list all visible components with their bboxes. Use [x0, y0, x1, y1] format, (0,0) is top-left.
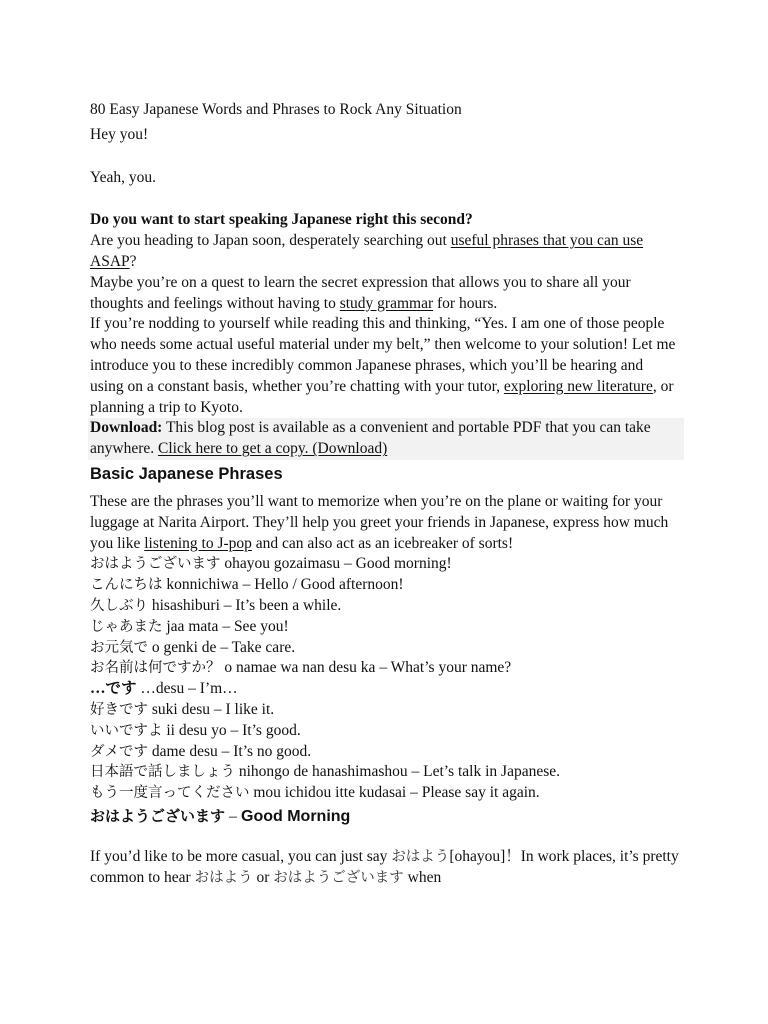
phrase-japanese: こんにちは — [90, 577, 163, 594]
paragraph-3-text-b: , or planning a trip to Kyoto. — [90, 377, 674, 416]
phrase-japanese: おはようございます — [90, 556, 221, 573]
good-morning-text-c: or — [252, 868, 274, 886]
download-label: Download: — [90, 419, 163, 437]
phrase-translation: hisashiburi – It’s been a while. — [148, 596, 342, 614]
section-heading-basic-phrases: Basic Japanese Phrases — [90, 464, 283, 483]
section-intro-text-a: These are the phrases you’ll want to memorize when you’re on the plane or waiting for your luggage at Narita Airport. They’ll help you greet your friends in Japanese, express how much you like — [90, 492, 669, 552]
phrase-japanese: お元気で — [90, 639, 148, 656]
list-item — [90, 658, 680, 679]
paragraph-2-text-b: for hours. — [433, 294, 498, 312]
paragraph-3 — [90, 314, 680, 418]
phrase-japanese: じゃあまた — [90, 618, 163, 635]
paragraph-1-text-b: ? — [129, 252, 137, 270]
heading-english: Good Morning — [241, 807, 351, 825]
download-callout — [88, 418, 684, 460]
spacer — [90, 146, 680, 168]
phrase-translation: jaa mata – See you! — [162, 617, 289, 635]
list-item — [90, 721, 680, 742]
phrase-translation: o genki de – Take care. — [148, 638, 296, 656]
document-title: 80 Easy Japanese Words and Phrases to Rock Any Situation — [90, 101, 462, 118]
good-morning-jp-1: おはよう — [391, 848, 450, 865]
list-item — [90, 762, 680, 783]
good-morning-text-a: If you’d like to be more casual, you can just say — [90, 847, 392, 865]
greeting: Hey you! — [90, 125, 149, 143]
paragraph-2-text-a: Maybe you’re on a quest to learn the secret expression that allows you to share all your thoughts and feelings without having to — [90, 273, 631, 312]
good-morning-text-b: [ohayou]！In work places, it’s pretty common to hear — [90, 847, 679, 886]
study-grammar-link[interactable]: study grammar — [339, 294, 434, 312]
phrase-translation: o namae wa nan desu ka – What’s your name? — [220, 659, 512, 677]
paragraph-1 — [90, 231, 680, 273]
list-item — [90, 596, 680, 617]
phrase-translation: dame desu – It’s no good. — [148, 742, 312, 760]
spacer — [90, 829, 680, 847]
section-intro — [90, 492, 680, 554]
phrase-translation: mou ichidou itte kudasai – Please say it again. — [249, 784, 540, 802]
good-morning-jp-3: おはようございます — [273, 869, 404, 886]
phrase-japanese: …です — [90, 680, 137, 698]
list-item — [90, 700, 680, 721]
phrase-translation: …desu – I’m… — [136, 680, 238, 698]
download-link[interactable]: Click here to get a copy. (Download) — [158, 440, 388, 458]
phrase-translation: suki desu – I like it. — [148, 700, 275, 718]
phrase-japanese: 日本語で話しましょう — [90, 764, 235, 781]
jpop-link[interactable]: listening to J-pop — [144, 534, 252, 552]
phrase-translation: konnichiwa – Hello / Good afternoon! — [162, 576, 404, 594]
heading-dash: – — [225, 807, 242, 825]
download-text: This blog post is available as a convenient and portable PDF that you can take anywhere. — [90, 419, 651, 458]
list-item — [90, 617, 680, 638]
phrase-japanese: もう一度言ってください — [90, 785, 250, 802]
phrase-list — [90, 554, 680, 804]
document-page — [90, 100, 680, 889]
good-morning-jp-2: おはよう — [194, 869, 253, 886]
heading-japanese: おはようございます — [90, 806, 226, 825]
list-item — [90, 742, 680, 763]
phrase-japanese: 久しぶり — [90, 597, 148, 614]
list-item — [90, 575, 680, 596]
paragraph-3-text-a: If you’re nodding to yourself while reading this and thinking, “Yes. I am one of those people who needs some actual useful material under my belt,” then welcome to your solution! Let me introduce you to these incredibly common Japanese phrases, which you’ll be hearing and using on a constant basis, whether you’re chatting with your tutor, — [90, 315, 676, 395]
phrase-translation: ii desu yo – It’s good. — [162, 721, 301, 739]
phrase-japanese: いいですよ — [90, 722, 163, 739]
paragraph-good-morning — [90, 847, 680, 889]
list-item — [90, 783, 680, 804]
list-item — [90, 679, 680, 700]
spacer — [90, 188, 680, 210]
phrase-translation: ohayou gozaimasu – Good morning! — [220, 555, 452, 573]
phrase-japanese: お名前は何ですか？ — [90, 660, 221, 677]
paragraph-2 — [90, 273, 680, 315]
list-item — [90, 638, 680, 659]
greeting-2: Yeah, you. — [90, 168, 157, 186]
phrase-japanese: ダメです — [90, 743, 148, 760]
section-heading-good-morning — [90, 804, 680, 829]
section-intro-text-b: and can also act as an icebreaker of sorts! — [251, 534, 514, 552]
phrase-japanese: 好きです — [90, 701, 148, 718]
good-morning-text-d: when — [403, 868, 442, 886]
list-item — [90, 554, 680, 575]
exploring-literature-link[interactable]: exploring new literature — [503, 377, 653, 395]
paragraph-1-text-a: Are you heading to Japan soon, desperately searching out — [90, 232, 451, 250]
lead-question: Do you want to start speaking Japanese right this second? — [90, 211, 473, 229]
useful-phrases-link[interactable]: useful phrases that you can use ASAP — [90, 232, 644, 270]
phrase-translation: nihongo de hanashimashou – Let’s talk in Japanese. — [235, 763, 561, 781]
